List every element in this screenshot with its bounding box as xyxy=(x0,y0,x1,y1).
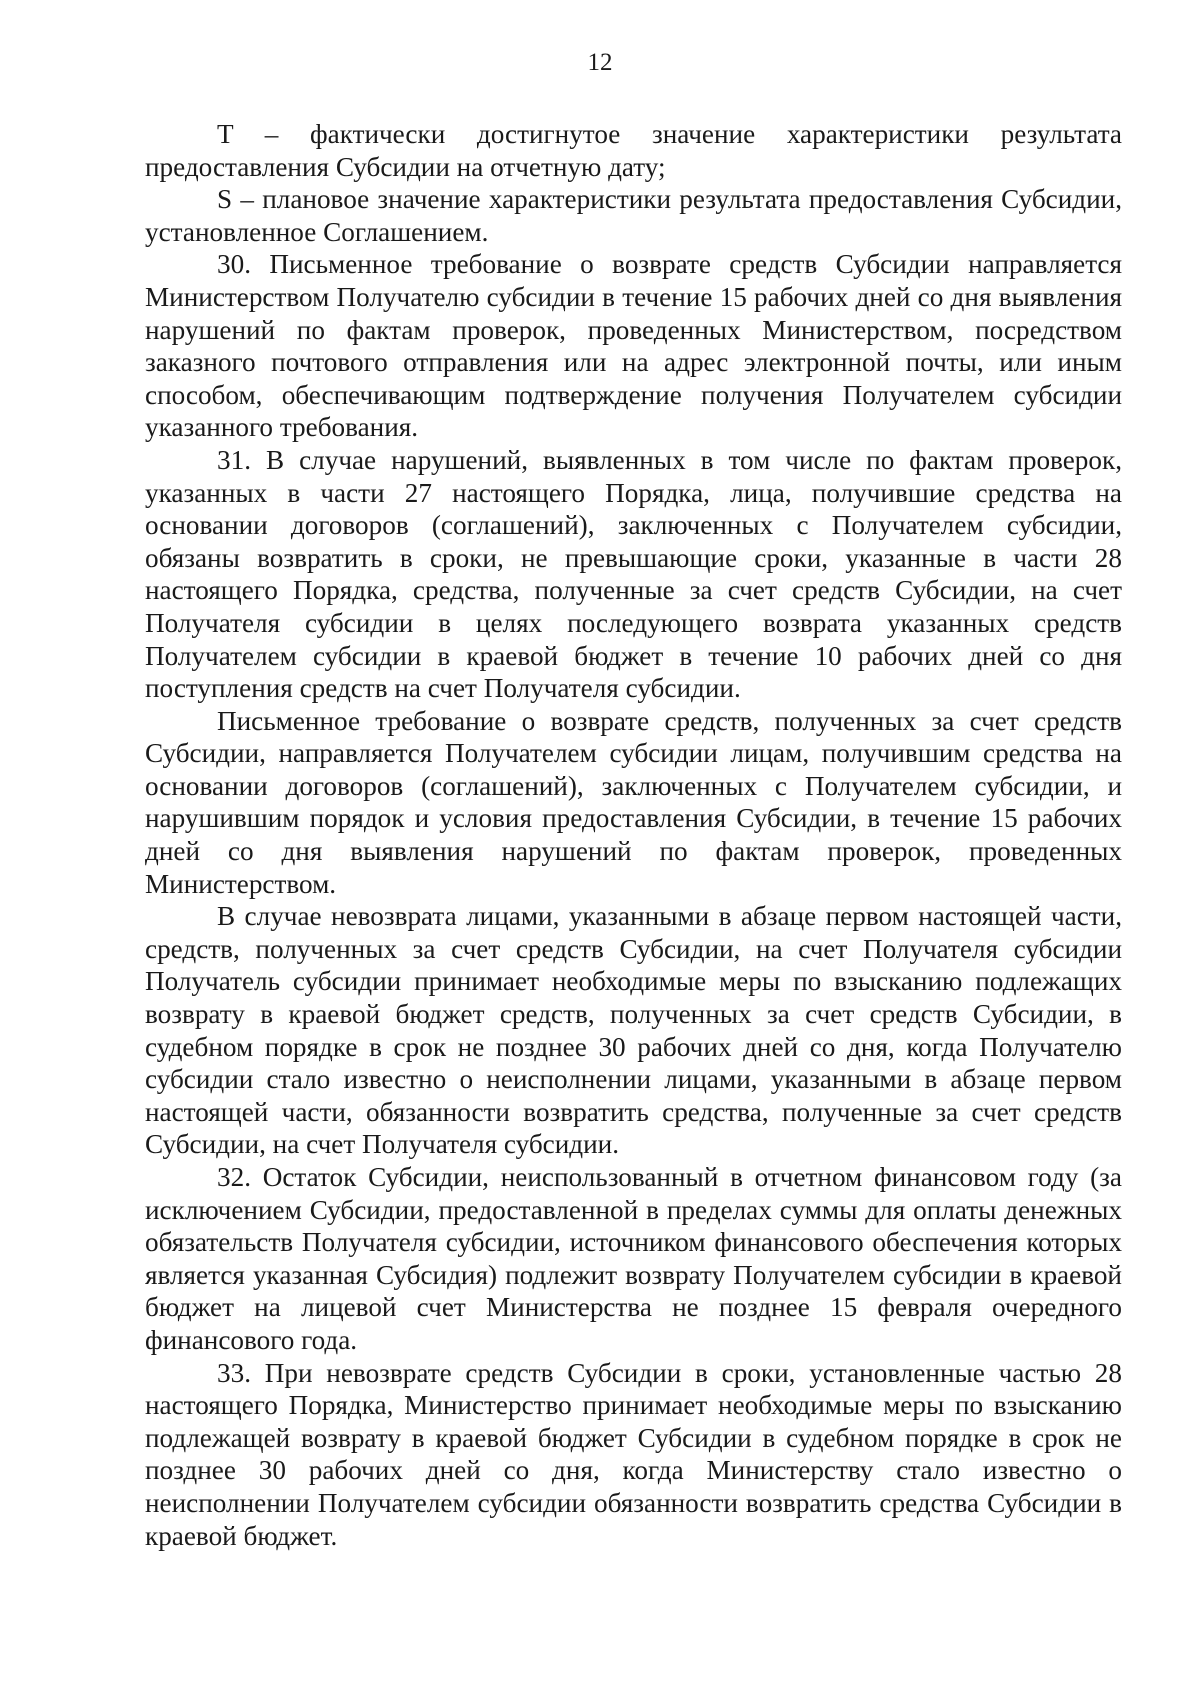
paragraph-s-definition: S – плановое значение характеристики результата предоставления Субсидии, установленное Соглашением. xyxy=(145,184,1122,247)
page-number: 12 xyxy=(587,49,613,76)
paragraph-clause-33: 33. При невозврате средств Субсидии в сроки, установленные частью 28 настоящего Порядка, Министерство принимает необходимые меры по взысканию подлежащей возврату в краевой бюджет Субсидии в судебном порядке в срок не позднее 30 рабочих дней со дня, когда Министерству стало известно о неисполнении Получателем субсидии обязанности возвратить средства Субсидии в краевой бюджет. xyxy=(145,1357,1122,1551)
paragraph-clause-31: 31. В случае нарушений, выявленных в том числе по фактам проверок, указанных в части 27 настоящего Порядка, лица, получившие средства на основании договоров (соглашений), заключенных с Получателем субсидии, обязаны возвратить в сроки, не превышающие сроки, указанные в части 28 настоящего Порядка, средства, полученные за счет средств Субсидии, на счет Получателя субсидии в целях последующего возврата указанных средств Получателем субсидии в краевой бюджет в течение 10 рабочих дней со дня поступления средств на счет Получателя субсидии. xyxy=(145,444,1122,704)
paragraph-clause-31-written-demand: Письменное требование о возврате средств, полученных за счет средств Субсидии, направляется Получателем субсидии лицам, получившим средства на основании договоров (соглашений), заключенных с Получателем субсидии, и нарушившим порядок и условия предоставления Субсидии, в течение 15 рабочих дней со дня выявления нарушений по фактам проверок, проведенных Министерством. xyxy=(145,705,1122,899)
paragraph-clause-32: 32. Остаток Субсидии, неиспользованный в отчетном финансовом году (за исключением Субсидии, предоставленной в пределах суммы для оплаты денежных обязательств Получателя субсидии, источником финансового обеспечения которых является указанная Субсидия) подлежит возврату Получателем субсидии в краевой бюджет на лицевой счет Министерства не позднее 15 февраля очередного финансового года. xyxy=(145,1162,1122,1355)
document-body xyxy=(145,118,1122,1552)
paragraph-clause-31-non-return: В случае невозврата лицами, указанными в абзаце первом настоящей части, средств, полученных за счет средств Субсидии, на счет Получателя субсидии Получатель субсидии принимает необходимые меры по взысканию подлежащих возврату в краевой бюджет средств, полученных за счет средств Субсидии, в судебном порядке в срок не позднее 30 рабочих дней со дня, когда Получателю субсидии стало известно о неисполнении лицами, указанными в абзаце первом настоящей части, обязанности возвратить средства, полученные за счет средств Субсидии, на счет Получателя субсидии. xyxy=(145,901,1122,1160)
paragraph-clause-30: 30. Письменное требование о возврате средств Субсидии направляется Министерством Получателю субсидии в течение 15 рабочих дней со дня выявления нарушений по фактам проверок, проведенных Министерством, посредством заказного почтового отправления или на адрес электронной почты, или иным способом, обеспечивающим подтверждение получения Получателем субсидии указанного требования. xyxy=(145,249,1122,443)
paragraph-t-definition: T – фактически достигнутое значение характеристики результата предоставления Субсидии на отчетную дату; xyxy=(145,119,1122,182)
